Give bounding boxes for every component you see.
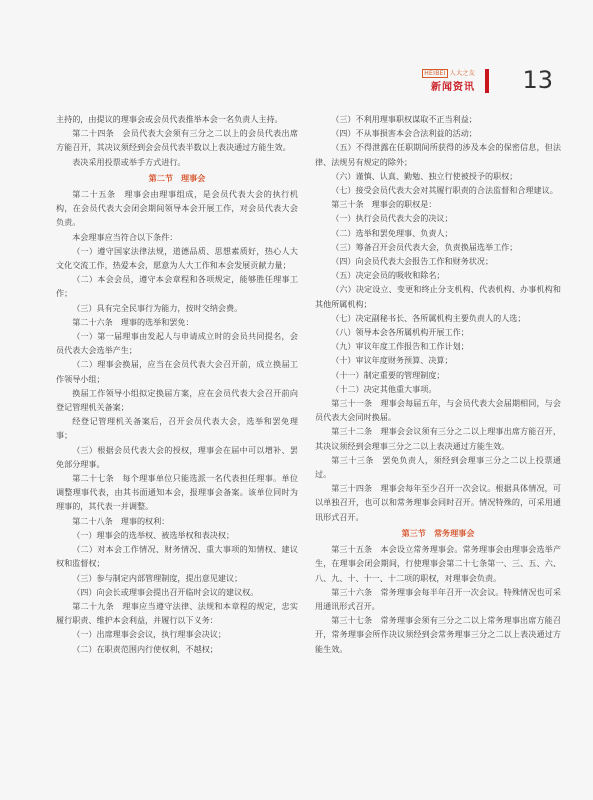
paragraph: （三）根据会员代表大会的授权，理事会在届中可以增补、罢免部分理事。 (56, 444, 298, 469)
paragraph: 第三十一条 理事会每届五年，与会员代表大会届期相同，与会员代表大会同时换届。 (315, 398, 561, 423)
paragraph: （五）不得泄露在任职期间所获得的涉及本会的保密信息，但法律、法规另有规定的除外； (315, 142, 561, 167)
left-text-column (56, 112, 298, 656)
paragraph: 主持的，由提议的理事会或会员代表推举本会一名负责人主持。 (56, 114, 283, 124)
paragraph: （一）出席理事会会议，执行理事会决议； (72, 629, 226, 640)
paragraph: 第三十五条 本会设立常务理事会。常务理事会由理事会选举产生，在理事会闭会期间，行使理事会第二十七条第一、三、五、六、八、九、十、十一、十二项的职权，对理事会负责。 (315, 544, 561, 583)
paragraph: 第二十八条 理事的权利： (72, 515, 170, 526)
paragraph: （四）不从事损害本会合法利益的活动； (331, 128, 477, 139)
paragraph: （二）选举和罢免理事、负责人； (331, 227, 453, 238)
paragraph: 本会理事应当符合以下条件： (72, 231, 178, 242)
paragraph: （七）决定副秘书长、各所属机构主要负责人的人选； (331, 312, 526, 323)
paragraph: （六）决定设立、变更和终止分支机构、代表机构、办事机构和其他所属机构； (315, 284, 561, 309)
paragraph: （三）不利用理事职权谋取不正当利益； (331, 114, 477, 124)
paragraph: （二）在职责范围内行使权利，不越权； (72, 643, 218, 654)
paragraph: （二）理事会换届，应当在会员代表大会召开前，成立换届工作领导小组； (56, 359, 298, 384)
paragraph: （七）接受会员代表大会对其履行职责的合法监督和合理建议。 (331, 185, 558, 196)
paragraph: 第二十五条 理事会由理事组成，是会员代表大会的执行机构，在会员代表大会闭会期间领导本会开展工作，对会员代表大会负责。 (56, 189, 298, 228)
paragraph: 第三十七条 常务理事会须有三分之二以上常务理事出席方能召开，常务理事会所作决议须经到会常务理事三分之二以上表决通过方能生效。 (315, 615, 561, 654)
paragraph: 第三十四条 理事会每年至少召开一次会议。根据具体情况，可以单独召开，也可以和常务理事会同时召开。情况特殊的，可采用通讯形式召开。 (315, 483, 561, 522)
paragraph: （九）审议年度工作报告和工作计划； (331, 341, 469, 352)
paragraph: （十）审议年度财务预算、决算； (331, 355, 453, 366)
paragraph: （二）对本会工作情况、财务情况、重大事项的知情权、建议权和监督权； (56, 544, 298, 569)
paragraph: （四）向会长或理事会提出召开临时会议的建议权。 (72, 586, 259, 597)
header-tag-text: 人大之友 (449, 70, 475, 77)
page-number: 13 (522, 66, 553, 94)
section-heading: 第二节 理事会 (148, 172, 206, 183)
paragraph: （三）参与制定内部管理制度，提出意见建议； (72, 572, 243, 583)
paragraph: 表决采用投票或举手方式进行。 (72, 156, 186, 167)
paragraph: （三）具有完全民事行为能力，按时交纳会费。 (72, 302, 243, 313)
header-tag-box: HEIBEI (424, 70, 446, 77)
paragraph: （一）第一届理事由发起人与申请成立时的会员共同提名，会员代表大会选举产生； (56, 331, 298, 356)
paragraph: （五）决定会员的吸收和除名； (331, 270, 445, 281)
paragraph: 换届工作领导小组拟定换届方案，应在会员代表大会召开前向登记管理机关备案； (56, 387, 298, 413)
paragraph: （十二）决定其他重大事项。 (331, 383, 437, 394)
paragraph: （四）向会员代表大会报告工作和财务状况； (331, 256, 494, 267)
header-tag (422, 68, 475, 78)
paragraph: （八）领导本会各所属机构开展工作； (331, 327, 469, 338)
paragraph: 第二十六条 理事的选举和罢免： (72, 316, 194, 327)
paragraph: （六）谨慎、认真、勤勉、独立行使被授予的职权； (331, 170, 518, 181)
paragraph: 第二十四条 会员代表大会须有三分之二以上的会员代表出席方能召开，其决议须经到会会员代表半数以上表决通过方能生效。 (56, 128, 298, 153)
section-heading: 第三节 常务理事会 (401, 527, 475, 538)
paragraph: 第三十条 理事会的职权是： (331, 199, 437, 210)
paragraph: （一）遵守国家法律法规，道德品质、思想素质好，热心人大文化交流工作，热爱本会，愿意为人大工作和本会发展贡献力量； (56, 245, 298, 271)
paragraph: 第三十二条 理事会会议须有三分之二以上理事出席方能召开，其决议须经到会理事三分之二以上表决通过方能生效。 (315, 426, 561, 451)
section-title: 新闻资讯 (431, 82, 475, 93)
paragraph: 第三十六条 常务理事会每半年召开一次会议。特殊情况也可采用通讯形式召开。 (315, 586, 561, 611)
paragraph: （十一）制定重要的管理制度； (331, 369, 445, 380)
paragraph: （二）本会会员，遵守本会章程和各项规定，能够胜任理事工作； (56, 274, 298, 299)
paragraph: 经登记管理机关备案后，召开会员代表大会，选举和罢免理事； (56, 416, 298, 441)
paragraph: 第二十九条 理事应当遵守法律、法规和本章程的规定，忠实履行职责、维护本会利益，并履行以下义务： (56, 600, 298, 626)
paragraph: 第二十七条 每个理事单位只能选派一名代表担任理事。单位调整理事代表，由其书面通知本会，报理事会备案。该单位同时为理事的，其代表一并调整。 (56, 473, 298, 512)
right-text-column (315, 112, 561, 656)
paragraph: （三）筹备召开会员代表大会，负责换届选举工作； (331, 241, 518, 252)
paragraph: 第三十三条 罢免负责人，须经到会理事三分之二以上投票通过。 (315, 454, 561, 480)
paragraph: （一）执行会员代表大会的决议； (331, 213, 453, 224)
header-accent-bar (485, 69, 489, 93)
paragraph: （一）理事会的选举权、被选举权和表决权； (72, 529, 235, 540)
